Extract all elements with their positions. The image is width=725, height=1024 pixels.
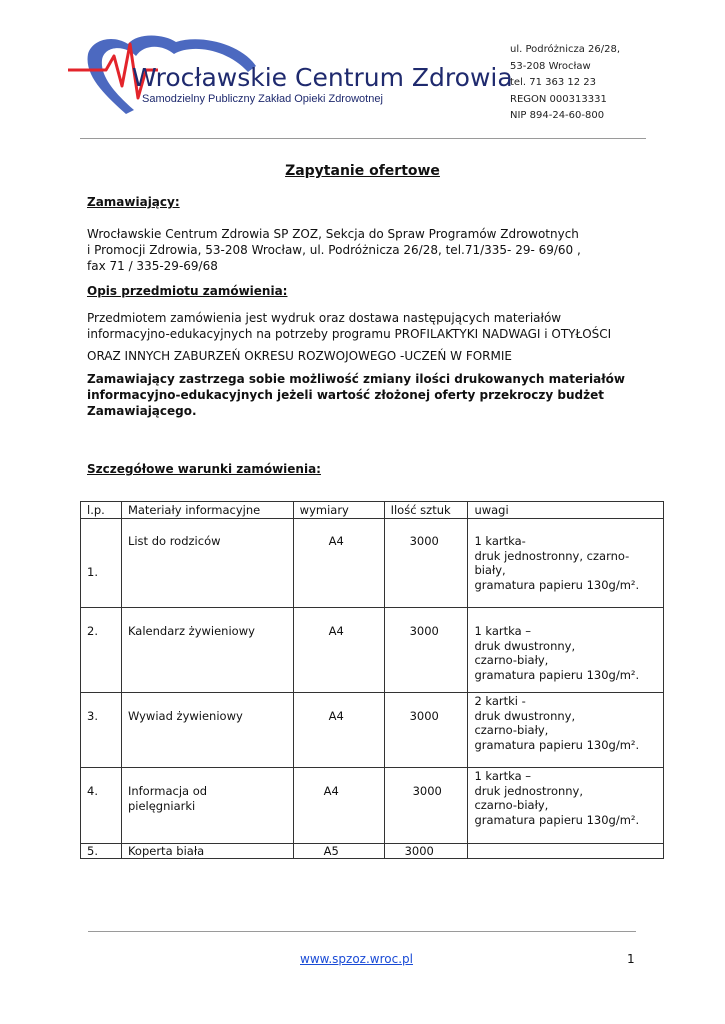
conditions-heading: Szczegółowe warunki zamówienia: [87, 462, 321, 476]
note-line: druk jednostronny, czarno- [474, 548, 630, 563]
note-line: 1 kartka- [474, 534, 526, 548]
cell-size: A5 [293, 844, 384, 859]
cell-size: A4 [293, 608, 384, 693]
cell-size: A4 [293, 519, 384, 608]
reservation-line: Zamawiający zastrzega sobie możliwość zmiany ilości drukowanych materiałów [87, 372, 626, 386]
cell-notes [468, 519, 664, 608]
orderer-line: Wrocławskie Centrum Zdrowia SP ZOZ, Sekcja do Spraw Programów Zdrowotnych [87, 227, 579, 241]
table-row [81, 519, 664, 608]
cell-quantity: 3000 [384, 608, 468, 693]
table-header-row [81, 502, 664, 519]
logo-subtitle: Samodzielny Publiczny Zakład Opieki Zdrowotnej [142, 93, 383, 105]
cell-lp: 1. [81, 519, 122, 608]
company-logo [66, 36, 513, 118]
page-number: 1 [627, 952, 635, 966]
cell-notes [468, 608, 664, 693]
note-line: biały, [474, 563, 506, 577]
cell-material: Informacja od pielęgniarki [121, 768, 293, 844]
cell-quantity: 3000 [384, 844, 468, 859]
subject-description [87, 310, 611, 364]
header-lp: l.p. [81, 502, 122, 519]
note-line: druk jednostronny, [474, 783, 584, 798]
table-row [81, 693, 664, 768]
note-line: gramatura papieru 130g/m². [474, 577, 640, 592]
materials-table [80, 501, 664, 859]
address-regon: REGON 000313331 [510, 93, 607, 105]
footer-website-link[interactable]: www.spzoz.wroc.pl [300, 952, 413, 966]
cell-size: A4 [293, 693, 384, 768]
table-row [81, 844, 664, 859]
note-line: czarno-biały, [474, 723, 549, 737]
address-nip: NIP 894-24-60-800 [510, 110, 605, 122]
cell-lp: 2. [81, 608, 122, 693]
orderer-line: i Promocji Zdrowia, 53-208 Wrocław, ul. Podróżnicza 26/28, tel.71/335- 29- 69/60 , [87, 243, 581, 257]
cell-material: List do rodziców [121, 519, 293, 608]
note-line: druk dwustronny, [474, 638, 576, 653]
address-block [510, 42, 620, 125]
reservation-line: Zamawiającego. [87, 404, 197, 418]
subject-line: Przedmiotem zamówienia jest wydruk oraz dostawa następujących materiałów [87, 311, 562, 325]
header-quantity: Ilość sztuk [384, 502, 468, 519]
address-phone: tel. 71 363 12 23 [510, 77, 597, 89]
address-city: 53-208 Wrocław [510, 60, 591, 72]
orderer-heading: Zamawiający: [87, 195, 180, 209]
note-line: czarno-biały, [474, 798, 549, 812]
note-line: 1 kartka – [474, 769, 532, 783]
header-size: wymiary [293, 502, 384, 519]
note-line: druk dwustronny, [474, 708, 576, 723]
orderer-line: fax 71 / 335-29-69/68 [87, 259, 218, 273]
header-notes: uwagi [468, 502, 664, 519]
note-line: gramatura papieru 130g/m². [474, 667, 640, 682]
cell-quantity: 3000 [384, 768, 468, 844]
subject-line: ORAZ INNYCH ZABURZEŃ OKRESU ROZWOJOWEGO -UCZEŃ W FORMIE [87, 349, 512, 363]
reservation-note [87, 371, 625, 419]
note-line: 2 kartki - [474, 694, 526, 708]
note-line: gramatura papieru 130g/m². [474, 737, 640, 752]
cell-notes [468, 844, 664, 859]
header-divider [80, 138, 646, 139]
cell-material: Wywiad żywieniowy [121, 693, 293, 768]
logo-title: Wrocławskie Centrum Zdrowia [132, 63, 513, 92]
cell-lp: 3. [81, 693, 122, 768]
subject-heading: Opis przedmiotu zamówienia: [87, 284, 288, 298]
subject-line: informacyjno-edukacyjnych na potrzeby programu PROFILAKTYKI NADWAGI i OTYŁOŚCI [87, 327, 612, 341]
cell-material: Koperta biała [121, 844, 293, 859]
reservation-line: informacyjno-edukacyjnych jeżeli wartość złożonej oferty przekroczy budżet [87, 388, 604, 402]
table-row [81, 768, 664, 844]
cell-lp: 5. [81, 844, 122, 859]
cell-quantity: 3000 [384, 693, 468, 768]
cell-lp: 4. [81, 768, 122, 844]
cell-notes [468, 768, 664, 844]
note-line: 1 kartka – [474, 624, 532, 638]
cell-size: A4 [293, 768, 384, 844]
document-title: Zapytanie ofertowe [285, 163, 440, 179]
cell-notes [468, 693, 664, 768]
header-material: Materiały informacyjne [121, 502, 293, 519]
note-line: czarno-biały, [474, 653, 549, 667]
address-street: ul. Podróżnicza 26/28, [510, 44, 621, 55]
orderer-details [87, 226, 581, 274]
table-row [81, 608, 664, 693]
cell-material: Kalendarz żywieniowy [121, 608, 293, 693]
cell-quantity: 3000 [384, 519, 468, 608]
note-line: gramatura papieru 130g/m². [474, 812, 640, 827]
footer-divider [88, 931, 636, 932]
